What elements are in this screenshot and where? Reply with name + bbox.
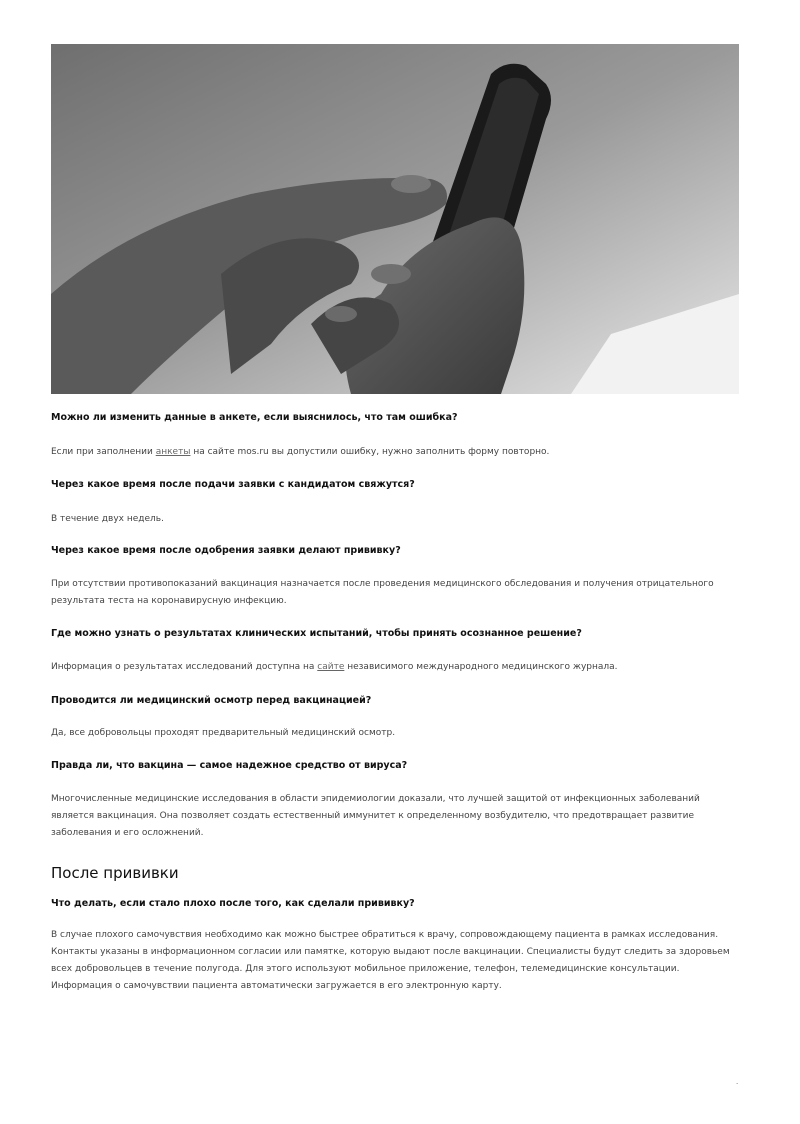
- faq-item: [51, 544, 741, 557]
- page-mark: ·: [736, 1080, 739, 1088]
- answer-text: Многочисленные медицинские исследования в области эпидемиологии доказали, что лучшей защитой от инфекционных заболеваний является вакцинация. Она позволяет создать естественный иммунитет к определенному возбудителю, что предотвращает развитие заболевания и его осложнений.: [51, 794, 700, 838]
- questionnaire-link[interactable]: анкеты: [155, 447, 191, 457]
- faq-item: [51, 759, 741, 772]
- faq-item: [51, 478, 741, 491]
- faq-question: Через какое время после подачи заявки с кандидатом свяжутся?: [51, 479, 415, 490]
- journal-site-link[interactable]: сайте: [317, 662, 345, 672]
- faq-answer: [51, 725, 741, 742]
- faq-answer: [51, 659, 741, 676]
- faq-question: Правда ли, что вакцина — самое надежное средство от вируса?: [51, 760, 408, 771]
- faq-answer: [51, 927, 741, 995]
- answer-text: В течение двух недель.: [51, 514, 164, 524]
- faq-answer: [51, 444, 741, 461]
- faq-question: Можно ли изменить данные в анкете, если выяснилось, что там ошибка?: [51, 412, 458, 423]
- faq-question: Где можно узнать о результатах клинических испытаний, чтобы принять осознанное решение?: [51, 628, 582, 639]
- faq-question: Проводится ли медицинский осмотр перед вакцинацией?: [51, 695, 372, 706]
- faq-item: [51, 627, 741, 640]
- section-title: После прививки: [51, 864, 179, 882]
- faq-item: [51, 897, 741, 910]
- hands-holding-smartphone-photo: [51, 44, 739, 394]
- answer-text: При отсутствии противопоказаний вакцинация назначается после проведения медицинского обследования и получения отрицательного результата теста на коронавирусную инфекцию.: [51, 579, 714, 606]
- answer-text: Да, все добровольцы проходят предварительный медицинский осмотр.: [51, 728, 396, 738]
- answer-text: Если при заполнении: [51, 447, 156, 457]
- faq-item: [51, 411, 741, 424]
- answer-text: Информация о результатах исследований доступна на: [51, 662, 318, 672]
- answer-text: независимого международного медицинского журнала.: [344, 662, 618, 672]
- faq-question: Что делать, если стало плохо после того, как сделали прививку?: [51, 898, 415, 909]
- faq-question: Через какое время после одобрения заявки делают прививку?: [51, 545, 401, 556]
- answer-text: В случае плохого самочувствия необходимо как можно быстрее обратиться к врачу, сопровождающему пациента в рамках исследования. Контакты указаны в информационном согласии или памятке, которую выдают после вакцинации. Специалисты будут следить за здоровьем всех добровольцев в течение полугода. Для этого используют мобильное приложение, телефон, телемедицинские консультации. Информация о самочувствии пациента автоматически загружается в его электронную карту.: [51, 930, 730, 991]
- faq-answer: [51, 791, 741, 842]
- faq-answer: [51, 576, 741, 610]
- faq-item: [51, 694, 741, 707]
- faq-answer: [51, 511, 741, 528]
- answer-text: на сайте mos.ru вы допустили ошибку, нужно заполнить форму повторно.: [190, 447, 550, 457]
